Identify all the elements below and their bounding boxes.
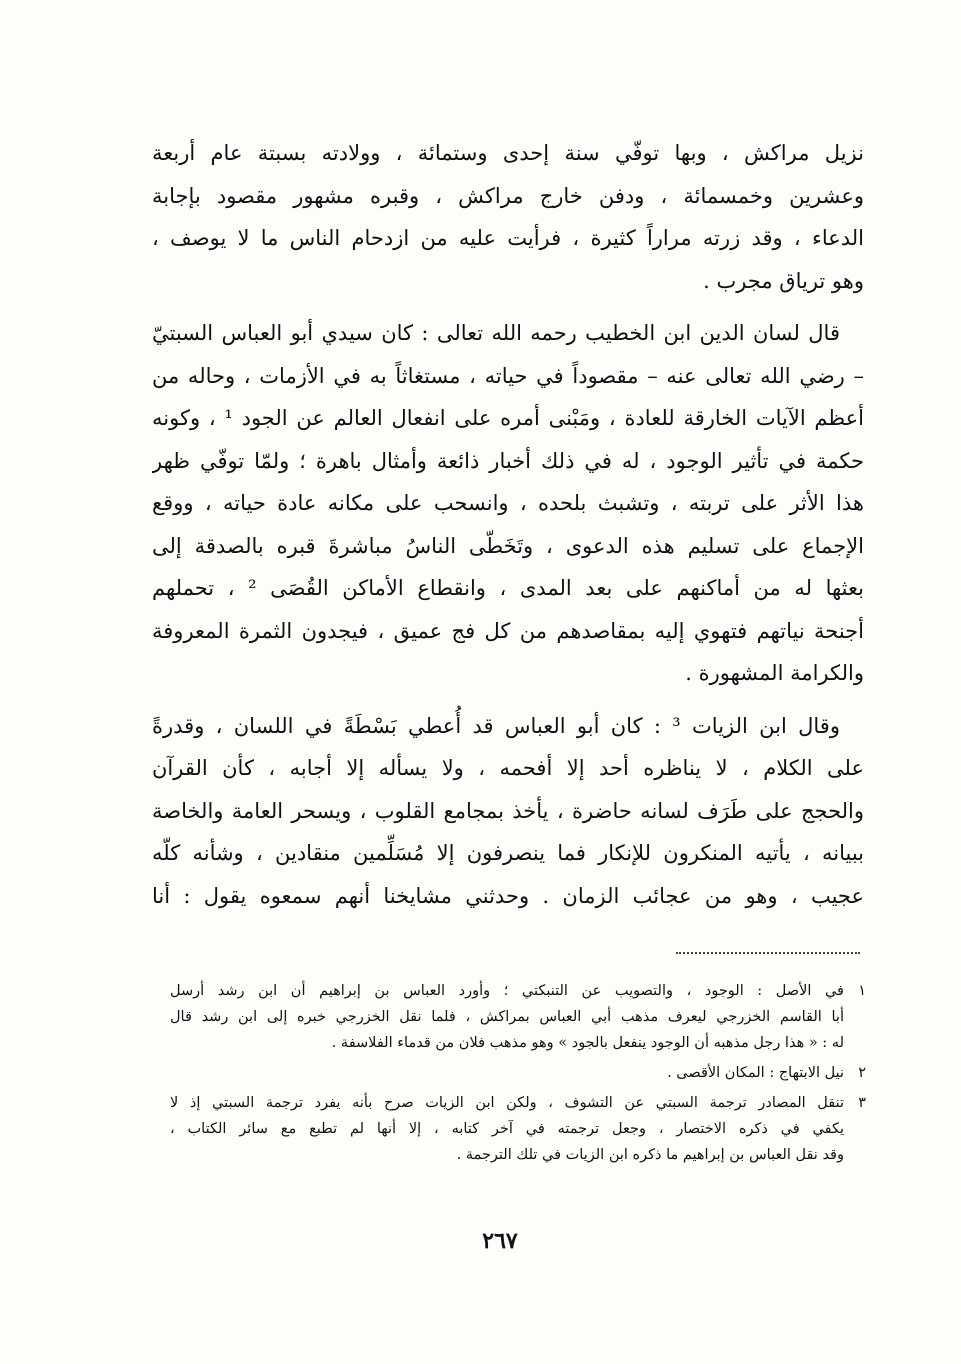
footnote-line: يكفي في ذكره الاختصار ، وجعل ترجمته في آخر كتابه ، إلا أنها لم تطبع مع سائر الكتاب ،	[170, 1121, 844, 1137]
paragraph-1	[152, 132, 864, 302]
text-line: – رضي الله تعالى عنه – مقصوداً في حياته ، مستغاثاً به في الأزمات ، وحاله من	[152, 363, 864, 388]
footnote-line: نيل الابتهاج : المكان الأقصى .	[667, 1065, 844, 1081]
footnote-3	[170, 1090, 866, 1168]
text-line: على الكلام ، لا يناظره أحد إلا أفحمه ، ولا يسأله إلا أجابه ، كأن القرآن	[152, 756, 864, 780]
footnotes	[170, 978, 866, 1172]
text-line: وقال ابن الزيات ³ : كان أبو العباس قد أُعطي بَسْطَةً في اللسان ، وقدرةً	[152, 713, 840, 738]
footnote-body	[170, 1060, 844, 1086]
text-line: وعشرين وخمسمائة ، ودفن خارج مراكش ، وقبره مشهور مقصود بإجابة	[152, 183, 864, 208]
footnote-2	[170, 1060, 866, 1086]
text-line: أعظم الآيات الخارقة للعادة ، ومَبْنى أمره على انفعال العالم عن الجود ¹ ، وكونه	[152, 406, 864, 430]
footnote-number: ١	[858, 983, 866, 999]
footnote-1	[170, 978, 866, 1056]
footnote-line: في الأصل : الوجود ، والتصويب عن التنبكتي ؛ وأورد العباس بن إبراهيم أن ابن رشد أرسل	[170, 983, 844, 999]
footnote-line: له : « هذا رجل مذهبه أن الوجود ينفعل بالجود » وهو مذهب فلان من قدماء الفلاسفة .	[331, 1035, 844, 1051]
text-line: والكرامة المشهورة .	[685, 661, 864, 685]
footnote-body	[170, 978, 844, 1056]
text-line: الإجماع على تسليم هذه الدعوى ، وتَخَطّى الناسُ مباشرةَ قبره بالصدقة إلى	[152, 533, 864, 558]
text-line: وهو ترياق مجرب .	[703, 268, 864, 293]
text-line: نزيل مراكش ، وبها توفّي سنة إحدى وستمائة ، وولادته بسبتة عام أربعة	[152, 141, 864, 165]
text-line: هذا الأثر على تربته ، وتشبث بلحده ، وانسحب على مكانه عادة حياته ، ووقع	[152, 491, 864, 515]
text-line: الدعاء ، وقد زرته مراراً كثيرة ، فرأيت عليه من ازدحام الناس ما لا يوصف ،	[152, 226, 864, 250]
text-line: ببيانه ، يأتيه المنكرون للإنكار فما ينصرفون إلا مُسَلِّمين منقادين ، وشأنه كلّه	[152, 841, 864, 865]
text-line: قال لسان الدين ابن الخطيب رحمه الله تعالى : كان سيدي أبو العباس السبتيّ	[152, 321, 840, 345]
footnote-line: أبا القاسم الخزرجي ليعرف مذهب أبي العباس بمراكش ، فلما نقل الخزرجي خبره إلى ابن رشد قال	[170, 1009, 844, 1025]
footnote-number: ٢	[858, 1065, 866, 1081]
text-line: حكمة في تأثير الوجود ، له في ذلك أخبار ذائعة وأمثال باهرة ؛ ولمّا توفّي ظهر	[152, 448, 864, 473]
footnote-body	[170, 1090, 844, 1168]
footnote-number: ٣	[858, 1095, 866, 1111]
footnote-divider	[676, 952, 860, 954]
paragraph-3	[152, 705, 864, 918]
text-line: والحجج على طَرَف لسانه حاضرة ، يأخذ بمجامع القلوب ، ويسحر العامة والخاصة	[152, 798, 864, 823]
footnote-line: وقد نقل العباس بن إبراهيم ما ذكره ابن الزيات في تلك الترجمة .	[456, 1147, 844, 1163]
main-text	[152, 132, 864, 927]
text-line: عجيب ، وهو من عجائب الزمان . وحدثني مشايخنا أنهم سمعوه يقول : أنا	[152, 883, 864, 908]
page-number: ٢٦٧	[482, 1228, 518, 1254]
footnote-line: تنقل المصادر ترجمة السبتي عن التشوف ، ولكن ابن الزيات صرح بأنه يفرد ترجمة السبتي إذ لا	[170, 1095, 844, 1111]
text-line: أجنحة نياتهم فتهوي إليه بمقاصدهم من كل فج عميق ، فيجدون الثمرة المعروفة	[152, 618, 864, 643]
text-line: بعثها له من أماكنهم على بعد المدى ، وانقطاع الأماكن القُصَى ² ، تحملهم	[152, 576, 864, 600]
paragraph-2	[152, 312, 864, 695]
